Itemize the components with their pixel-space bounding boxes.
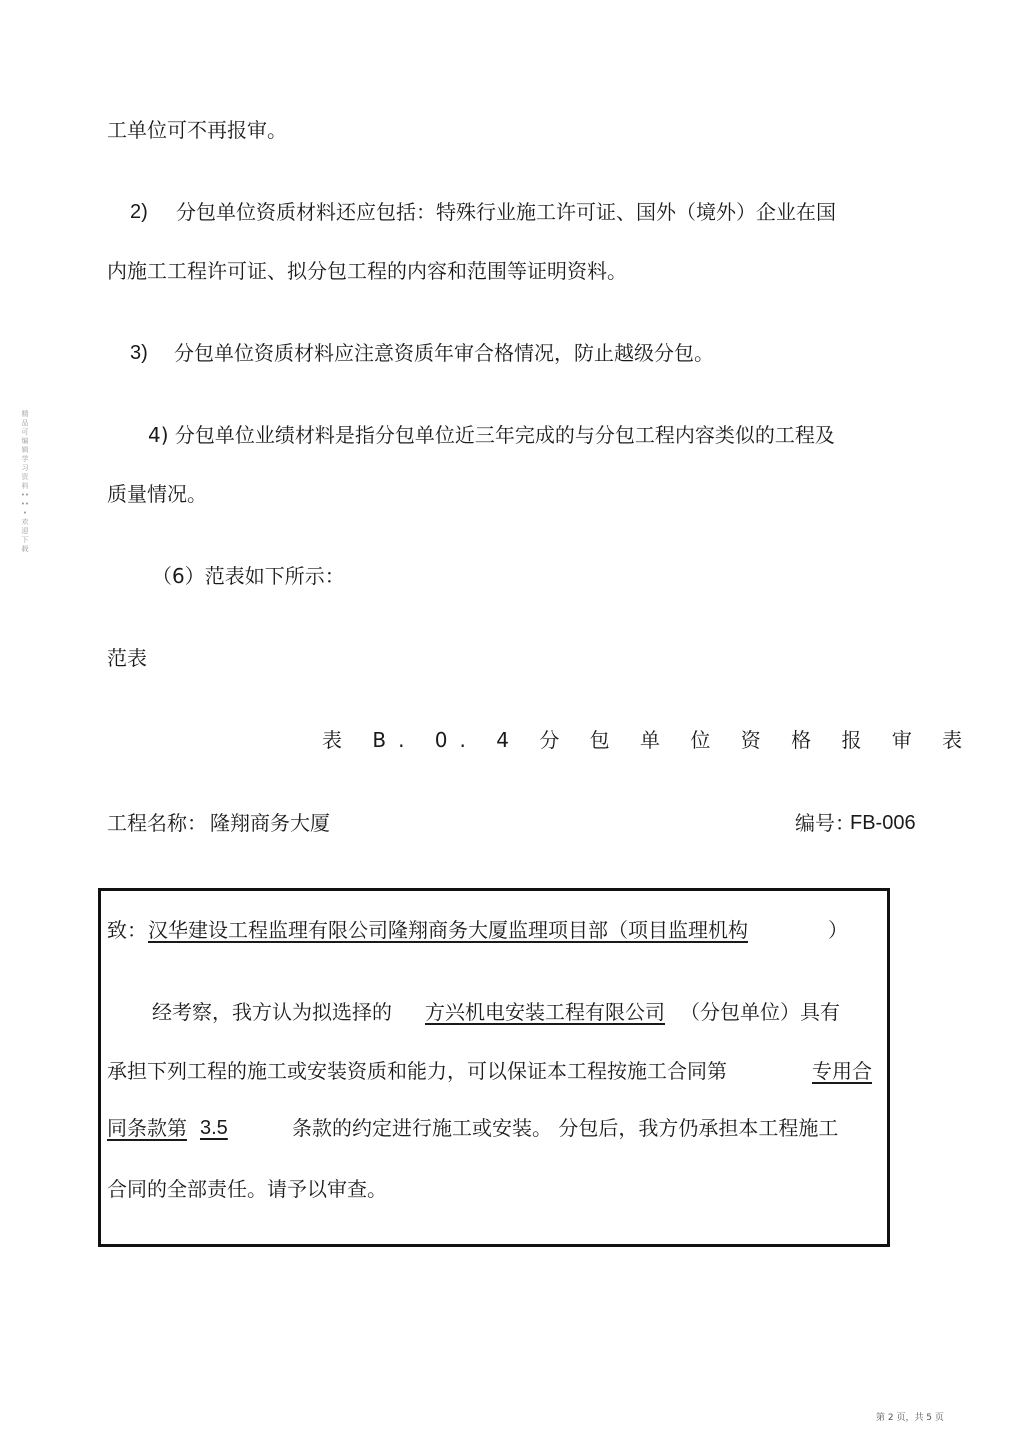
item-2-text-line2: 内施工工程许可证、拟分包工程的内容和范围等证明资料。	[107, 259, 627, 283]
addressee-close: ）	[828, 918, 848, 942]
sample-label: 范表	[107, 646, 147, 670]
contract-clause: 同条款第	[107, 1116, 187, 1140]
paragraph-continuation: 工单位可不再报审。	[107, 118, 287, 142]
body-line4: 合同的全部责任。请予以审查。	[107, 1177, 387, 1201]
sidebar-watermark: 精品可编辑学习资料•••••欢迎下载	[20, 410, 30, 553]
item-3-text: 分包单位资质材料应注意资质年审合格情况，防止越级分包。	[174, 341, 714, 365]
addressee-label: 致：	[107, 918, 147, 942]
body-line2-a: 承担下列工程的施工或安装资质和能力，可以保证本工程按施工合同第	[107, 1059, 727, 1083]
body-line3-b: 条款的约定进行施工或安装。 分包后，我方仍承担本工程施工	[292, 1116, 839, 1140]
item-3-number: 3)	[130, 342, 148, 364]
item-2-number: 2)	[130, 201, 148, 223]
code-value: FB-006	[850, 812, 916, 834]
item-4-text-line1: 4) 分包单位业绩材料是指分包单位近三年完成的与分包工程内容类似的工程及	[148, 423, 835, 447]
addressee-org: 汉华建设工程监理有限公司隆翔商务大厦监理项目部（项目监理机构	[148, 918, 748, 942]
page-footer: 第 2 页，共 5 页	[876, 1413, 944, 1423]
clause-number: 3.5	[200, 1117, 228, 1139]
body-line1-b: （分包单位）具有	[680, 1000, 840, 1024]
subcontractor-name: 方兴机电安装工程有限公司	[425, 1000, 665, 1024]
item-4-text-line2: 质量情况。	[107, 482, 207, 506]
project-label: 工程名称：	[107, 811, 207, 835]
code-label: 编号：	[795, 811, 855, 835]
item-6-text: （6）范表如下所示：	[152, 564, 345, 588]
form-title: 表 B. 0. 4 分 包 单 位 资 格 报 审 表	[322, 728, 975, 752]
contract-type: 专用合	[812, 1059, 872, 1083]
body-line1-a: 经考察，我方认为拟选择的	[152, 1000, 392, 1024]
item-2-text-line1: 分包单位资质材料还应包括：特殊行业施工许可证、国外（境外）企业在国	[176, 200, 836, 224]
project-name: 隆翔商务大厦	[210, 811, 330, 835]
